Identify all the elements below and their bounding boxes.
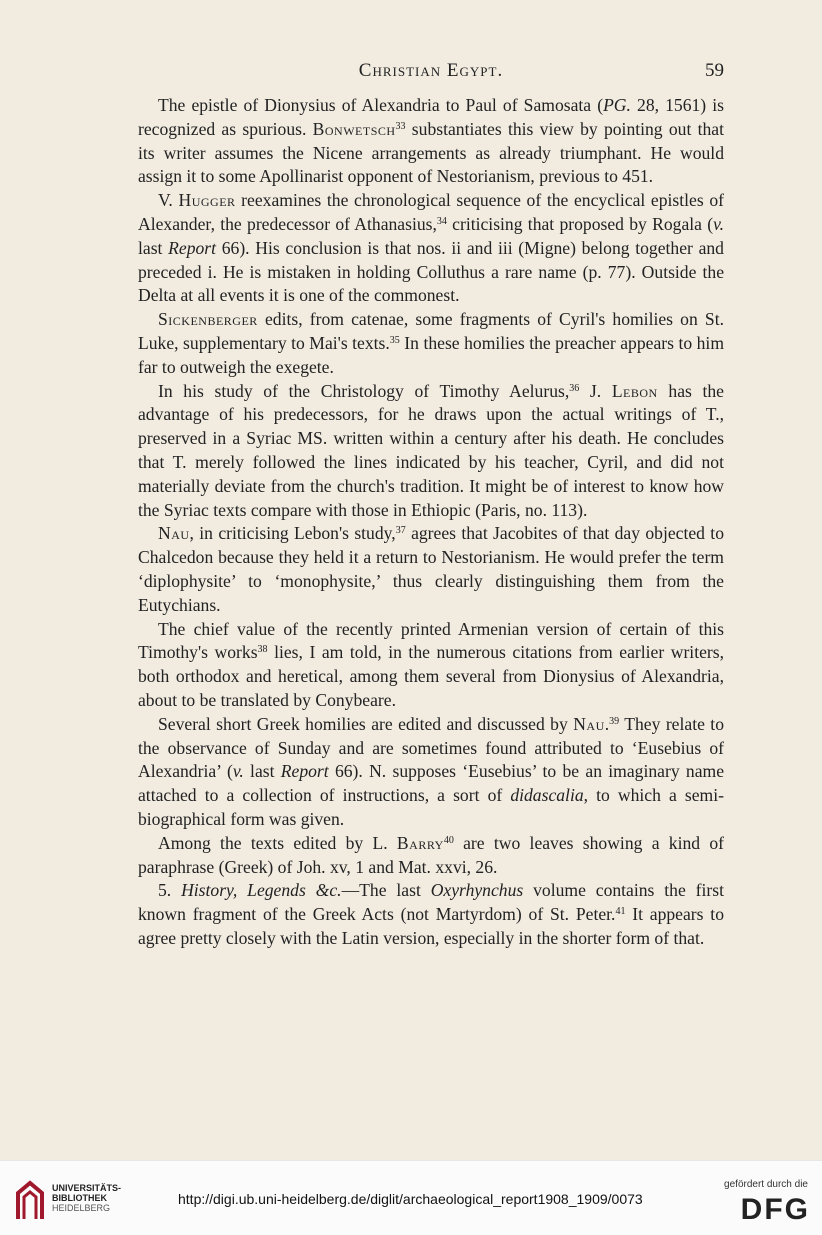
page-number: 59 [705, 60, 724, 81]
text-run: In these homilies the preacher appears to him far to outweigh the exegete. [138, 332, 725, 377]
text-run: In his study of the Christology of Timothy Aelurus, [158, 380, 570, 401]
author-name: Barry [396, 832, 444, 853]
institution-name [52, 1183, 121, 1213]
text-run: last [243, 761, 281, 782]
running-title: Christian Egypt. [358, 60, 504, 81]
text-run: The chief value of the recently printed Armenian version of certain of this Timothy's works [138, 618, 724, 663]
text-run: , in criticising Lebon's study, [189, 523, 396, 544]
text-run: —The last [341, 880, 431, 901]
footnote-ref: 35 [389, 334, 400, 346]
text-run: criticising that proposed by Rogala ( [446, 213, 714, 234]
text-run: Among the texts edited by L. [158, 832, 397, 853]
text-run: J. [579, 380, 612, 401]
paragraph [138, 713, 724, 832]
footnote-ref: 40 [443, 834, 454, 846]
italic-text: PG. [603, 95, 631, 115]
paragraph [138, 832, 724, 880]
text-run: 66). His conclusion is that nos. ii and iii (Migne) belong together and preceded i. He is mistaken in holding Colluthus a rare name (p. 77). Outside the Delta at all events it is one of the commonest. [138, 237, 724, 306]
digitization-footer [0, 1160, 822, 1235]
text-run: 5. [158, 880, 182, 901]
paragraph [138, 94, 724, 189]
author-name: Sickenberger [158, 309, 258, 330]
text-run: agrees that Jacobites of that day objected to Chalcedon because they held it a return to Nestorianism. He would prefer the term ‘diplophysite’ to ‘monophysite,’ thus clearly distinguishing them from the Eutychians. [138, 523, 724, 615]
author-name: Bonwetsch [312, 118, 396, 139]
author-name: Lebon [611, 380, 658, 401]
university-library-logo-icon [10, 1179, 50, 1223]
text-run: last [138, 237, 169, 258]
paragraph [138, 879, 724, 950]
paragraph [138, 380, 724, 523]
text-run: has the advantage of his predecessors, for he draws upon the actual writings of T., preserved in a Syriac MS. written within a century after his death. He concludes that T. merely followed the lines indicated by his teacher, Cyril, and did not materially deviate from the church's tradition. It might be of interest to know how the Syriac texts compare with those in Ethiopic (Paris, no. 113). [138, 380, 724, 520]
footnote-ref: 37 [395, 525, 406, 537]
italic-text: v. [232, 761, 244, 782]
italic-text: Report [168, 237, 217, 258]
italic-text: Report [280, 761, 329, 782]
text-run: volume contains the first known fragment of the Greek Acts (not Martyrdom) of St. Peter. [138, 880, 724, 925]
funded-by-label: gefördert durch die [724, 1179, 808, 1190]
text-run: edits, from catenae, some fragments of Cyril's homilies on St. Luke, supplementary to Mai's texts. [138, 309, 724, 353]
footnote-ref: 38 [257, 644, 268, 656]
text-run: They relate to the observance of Sunday and are sometimes found attributed to ‘Eusebius of Alexandria’ ( [138, 713, 724, 782]
footnote-ref: 41 [615, 906, 626, 918]
text-run: V. [158, 190, 179, 211]
institution-line-1: UNIVERSITÄTS- [52, 1183, 122, 1193]
footnote-ref: 33 [395, 120, 406, 132]
text-run: . [604, 713, 610, 734]
text-run: The epistle of Dionysius of Alexandria to Paul of Samosata ( [158, 95, 604, 115]
author-name: Nau [158, 523, 190, 544]
footnote-ref: 39 [609, 715, 620, 727]
text-run: Several short Greek homilies are edited and discussed by [158, 713, 574, 734]
author-name: Hugger [178, 190, 236, 211]
text-run: 66). N. supposes ‘Eusebius’ to be an imaginary name attached to a collection of instructions, a sort of [138, 761, 725, 806]
page-header [138, 60, 724, 86]
institution-line-2: BIBLIOTHEK [52, 1193, 107, 1203]
italic-text: History, Legends &c. [181, 880, 342, 901]
source-url[interactable]: http://digi.ub.uni-heidelberg.de/diglit/archaeological_report1908_1909/0073 [178, 1191, 643, 1207]
footnote-ref: 36 [569, 382, 580, 394]
paragraph [138, 189, 724, 308]
italic-text: v. [713, 213, 725, 234]
author-name: Nau [573, 713, 605, 734]
dfg-logo: DFG [740, 1193, 810, 1226]
text-run: substantiates this view by pointing out that its writer assumes the Nicene arrangements as already triumphant. He would assign it to some Apollinarist opponent of Nestorianism, previous to 451. [138, 118, 724, 187]
body-text [138, 94, 724, 951]
text-run: reexamines the chronological sequence of the encyclical epistles of Alexander, the predecessor of Athanasius, [138, 190, 724, 234]
text-run: It appears to agree pretty closely with the Latin version, especially in the shorter form of that. [138, 904, 724, 948]
italic-text: Oxyrhynchus [430, 880, 524, 901]
text-run: are two leaves showing a kind of paraphrase (Greek) of Joh. xv, 1 and Mat. xxvi, 26. [138, 832, 724, 877]
italic-text: didascalia [510, 785, 584, 806]
text-run: 28, 1561) is recognized as spurious. [138, 95, 724, 139]
footnote-ref: 34 [436, 215, 447, 227]
text-run: , to which a semi-biographical form was given. [138, 785, 724, 829]
institution-line-3: HEIDELBERG [52, 1203, 111, 1213]
paragraph [138, 618, 724, 713]
paragraph [138, 522, 724, 617]
paragraph [138, 308, 724, 379]
text-run: lies, I am told, in the numerous citations from earlier writers, both orthodox and heretical, among them several from Dionysius of Alexandria, about to be translated by Conybeare. [138, 642, 724, 710]
